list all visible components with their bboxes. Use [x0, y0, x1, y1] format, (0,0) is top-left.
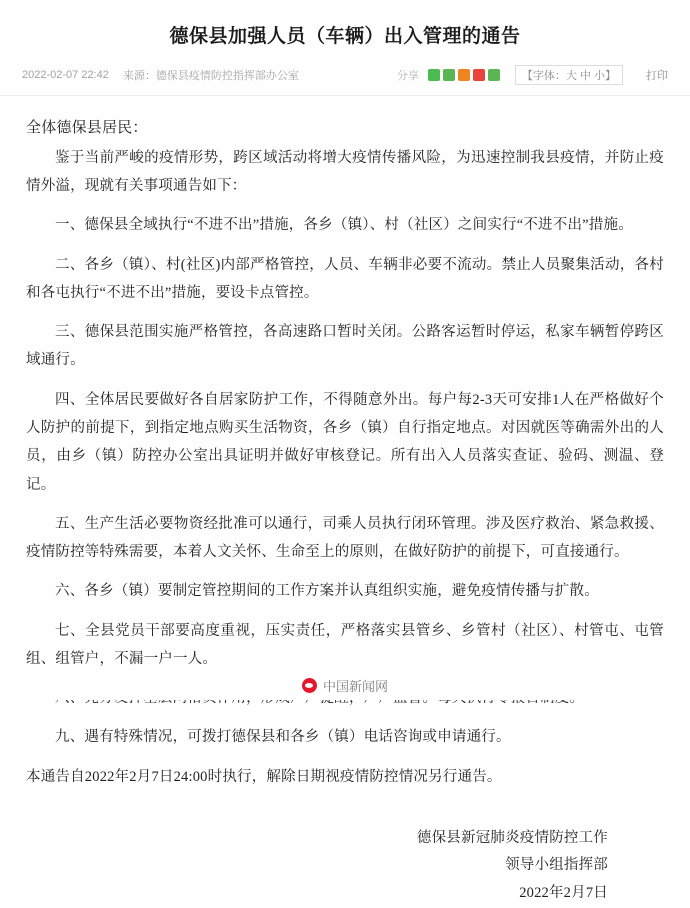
paragraph-item-9: 九、遇有特殊情况，可拨打德保县和各乡（镇）电话咨询或申请通行。	[55, 729, 511, 746]
paragraph-item-2: 二、各乡（镇）、村(社区)内部严格管控，人员、车辆非必要不流动。禁止人员聚集活动，各村和各屯执行“不进不出”措施，要设卡点管控。	[26, 256, 664, 301]
font-size-selector[interactable]: 【字体：大 中 小】	[515, 65, 623, 85]
more-share-icon[interactable]	[488, 69, 500, 81]
article-meta-bar	[0, 51, 690, 96]
weibo-icon	[302, 678, 317, 693]
signature-date: 2022年2月7日	[519, 884, 608, 901]
weibo-share-icon[interactable]	[473, 69, 485, 81]
meta-left-group	[22, 67, 397, 83]
qq-share-icon[interactable]	[458, 69, 470, 81]
publish-date: 2022-02-07 22:42	[22, 68, 109, 81]
signature-org: 德保县新冠肺炎疫情防控工作	[416, 829, 608, 846]
share-icons-group[interactable]	[428, 69, 500, 81]
print-button[interactable]: 打印	[646, 69, 668, 82]
wechat-share-icon[interactable]	[428, 69, 440, 81]
article-body	[0, 96, 690, 908]
paragraph-intro: 鉴于当前严峻的疫情形势，跨区域活动将增大疫情传播风险，为迅速控制我县疫情，并防止疫情外溢，现就有关事项通告如下：	[26, 149, 664, 195]
wechat-moments-share-icon[interactable]	[443, 69, 455, 81]
salutation: 全体德保县居民：	[26, 119, 148, 136]
article-source: 来源：德保县疫情防控指挥部办公室	[122, 69, 299, 82]
share-label: 分享	[396, 69, 419, 82]
paragraph-item-3: 三、德保县范围实施严格管控，各高速路口暂时关闭。公路客运暂时停运，私家车辆暂停跨区域通行。	[26, 324, 664, 369]
paragraph-item-7: 七、全县党员干部要高度重视，压实责任，严格落实县管乡、乡管村（社区）、村管屯、屯管组、组管户，不漏一户一人。	[26, 622, 664, 667]
footer-brand-label: 中国新闻网	[322, 678, 388, 694]
paragraph-item-4: 四、全体居民要做好各自居家防护工作，不得随意外出。每户每2-3天可安排1人在严格做好个人防护的前提下，到指定地点购买生活物资，各乡（镇）自行指定地点。对因就医等确需外出的人员，由乡（镇）防控办公室出具证明并做好审核登记。所有出入人员落实查证、验码、测温、登记。	[26, 391, 664, 493]
signature-block	[26, 825, 664, 908]
paragraph-item-6: 六、各乡（镇）要制定管控期间的工作方案并认真组织实施，避免疫情传播与扩散。	[55, 583, 599, 600]
footer-brand-bar	[0, 670, 690, 700]
paragraph-item-5: 五、生产生活必要物资经批准可以通行，司乘人员执行闭环管理。涉及医疗救治、紧急救援、疫情防控等特殊需要，本着人文关怀、生命至上的原则，在做好防护的前提下，可直接通行。	[26, 515, 664, 561]
meta-right-group	[397, 65, 668, 85]
paragraph-item-1: 一、德保县全域执行“不进不出”措施，各乡（镇）、村（社区）之间实行“不进不出”措施。	[55, 217, 633, 234]
signature-unit: 领导小组指挥部	[505, 857, 608, 874]
page-title: 德保县加强人员（车辆）出入管理的通告	[169, 26, 521, 47]
effective-note: 本通告自2022年2月7日24:00时执行，解除日期视疫情防控情况另行通告。	[26, 768, 502, 785]
